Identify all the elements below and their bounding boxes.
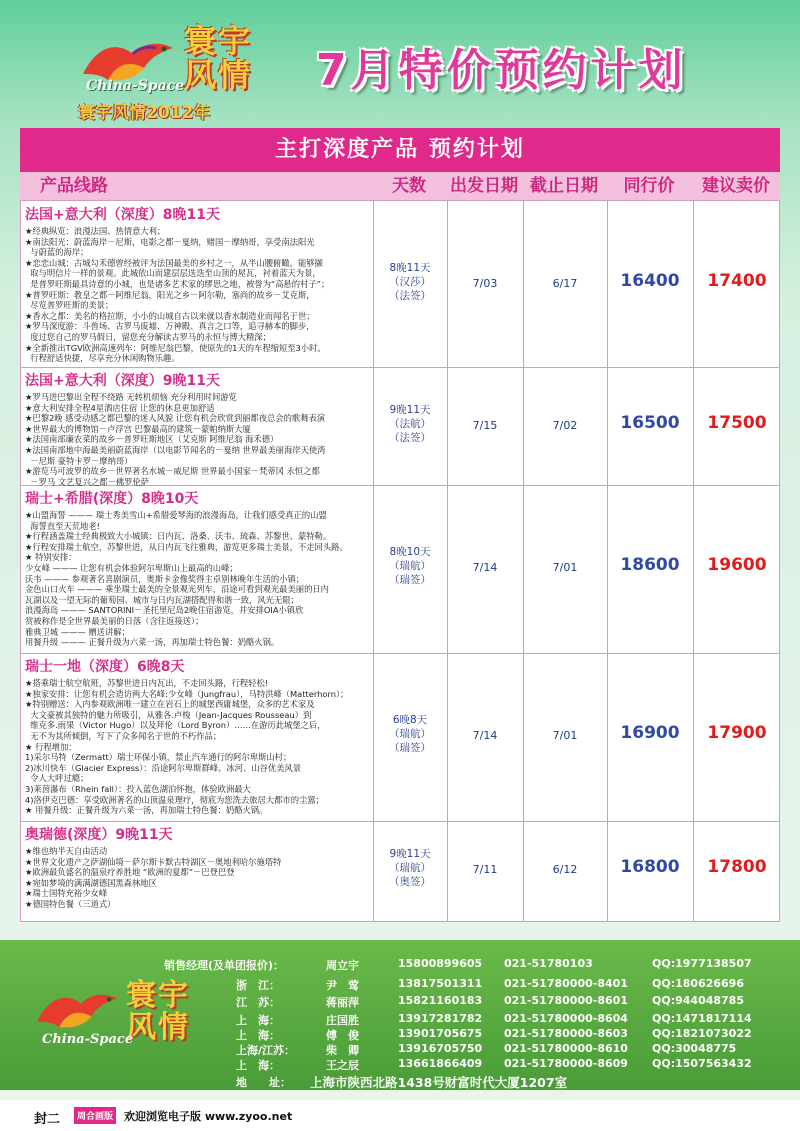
product-details: ★经典纵览：浪漫法国、热情意大利； ★南法阳光：蔚蓝海岸－尼斯，电影之都－戛纳，赌国－摩纳哥，享受南法阳光 与蔚蓝的海岸； ★恋恋山城：古城勾禾德曾经被评为法国最美的乡村之一，从半山腰俯瞰，能够撷 取与明信片一样的景观。此城依山而建层层迭迭至山顶的屋瓦，衬着蓝天为景， 是普罗旺斯最具诗意的小城，也是诸多艺术家的缪思之地，被誉为“高悬的村子”； ★普罗旺斯：教皇之都－阿维尼翁，阳光之乡－阿尔勒，塞尚的故乡－艾克斯， 尽览普罗旺斯的美景； ★香水之都：美名的格拉斯，小小的山城自古以来就以香水制造业而闻名于世； ★罗马深度游：斗兽场、古罗马废墟、万神殿、真言之口等，追寻赫本的脚步， 度过您自己的罗马假日，留您充分解读古罗马的永恒与博大精深； ★全新推出TGV欧洲高速列车：阿维尼翁巴黎，使原先的1天的车程缩短至3小时。 行程舒适快捷，尽享充分休闲购物乐趣。 [25, 226, 330, 364]
contact-name: 傅 俊 [326, 1029, 359, 1042]
header-deadline: 截止日期 [530, 176, 598, 196]
header-days: 天数 [392, 176, 426, 196]
deadline-date: 6/17 [552, 277, 578, 290]
airline-text: （汉莎） [389, 276, 431, 288]
deadline-date: 7/01 [552, 729, 578, 742]
edition-tag: 周合画版 [74, 1107, 116, 1124]
contact-phone: 021-51780000-8401 [504, 977, 628, 990]
suggest-price: 19600 [707, 555, 767, 575]
table-row [21, 821, 779, 921]
contact-region: 浙 江： [236, 979, 280, 992]
suggest-price: 17500 [707, 413, 767, 433]
depart-date: 7/03 [472, 277, 498, 290]
suggest-price: 17900 [707, 723, 767, 743]
depart-date: 7/15 [472, 419, 498, 432]
contact-mobile: 15821160183 [398, 994, 483, 1007]
address-label: 地 址： [236, 1076, 291, 1089]
days-text: 8晚10天 [389, 546, 431, 558]
table-header [20, 172, 780, 200]
product-title: 奥瑞德(深度）9晚11天 [25, 827, 173, 843]
contact-mobile: 13917281782 [398, 1012, 483, 1025]
contact-qq: QQ:1471817114 [652, 1012, 752, 1025]
days-text: 9晚11天 [389, 404, 431, 416]
product-details: ★维也纳半天自由活动 ★世界文化遗产之萨湖仙境－萨尔斯卡默古特湖区－奥地利哈尔施塔特 ★欧洲最负盛名的温泉疗养胜地 “欧洲的夏都”－巴登巴登 ★宛如梦境的满满湖德国黑森林地区 ★瑞士国特充裕少女峰 ★德国特色餐（三道式） [25, 846, 282, 909]
header-product: 产品线路 [40, 176, 108, 196]
product-title: 瑞士一地（深度）6晚8天 [25, 659, 185, 675]
depart-date: 7/11 [472, 863, 498, 876]
contact-region: 江 苏： [236, 996, 280, 1009]
footer-logo [32, 980, 202, 1070]
contact-name: 尹 莺 [326, 979, 359, 992]
contact-mobile: 13817501311 [398, 977, 483, 990]
table-banner: 主打深度产品 预约计划 [20, 128, 780, 172]
product-details: ★山盟海誓 ——— 瑞士秀美雪山+希腊爱琴海的浪漫海岛，让我们感受真正的山盟 海誓直至天荒地老! ★行程涵盖瑞士经典极致大小城镇：日内瓦、洛桑、沃韦、琉森、苏黎世、蒙特勒。 ★行程安排瑞士航空，苏黎世进，从日内瓦飞往雅典，游览更多瑞士美景，不走回头路。 ★ 特别安排： 少女峰 ——— 让您有机会体验阿尔卑斯山上最高的山峰； 沃韦 ——— 参观著名喜剧演员，奥斯卡金像奖得主卓别林晚年生活的小镇； 金色山口火车 ——— 乘坐瑞士最美的全景观光列车，沿途可看到观光最美丽的日内 瓦湖以及一望无际的葡萄园、城市与日内瓦湖搭配得和谐一致，风光无限； 浪漫海岛 ——— SANTORINI－圣托里尼岛2晚住宿游览，并安排OIA小镇欣 赏被称作是全世界最美丽的日落（含往返接送）； 雅典卫城 ——— 赠送讲解； 用餐升级 ——— 正餐升级为六菜一汤，再加瑞士特色餐：奶酪火锅。 [25, 510, 348, 648]
page-number: 封二 [34, 1112, 61, 1127]
contact-region: 上海/江苏： [236, 1044, 296, 1057]
peer-price: 16800 [620, 857, 680, 877]
table-body [20, 200, 780, 922]
year-label: 寰宇风情2012年 [78, 103, 211, 123]
deadline-date: 7/01 [552, 561, 578, 574]
airline-text: （瑞航） [389, 560, 431, 572]
contact-region: 上 海： [236, 1029, 280, 1042]
visa-text: （法签） [389, 432, 431, 444]
table-row [21, 201, 779, 368]
contact-qq: QQ:1821073022 [652, 1027, 752, 1040]
product-title: 瑞士+希腊(深度）8晚10天 [25, 491, 199, 507]
peer-price: 18600 [620, 555, 680, 575]
contact-region: 上 海： [236, 1059, 280, 1072]
contact-phone: 021-51780000-8603 [504, 1027, 628, 1040]
deadline-date: 7/02 [552, 419, 578, 432]
dragon-logo-icon [32, 986, 122, 1036]
contact-phone: 021-51780000-8610 [504, 1042, 628, 1055]
sales-manager-label: 销售经理(及单团报价)： [164, 959, 285, 972]
contact-name: 王之辰 [326, 1059, 359, 1072]
product-details: ★搭乘瑞士航空航班，苏黎世进日内瓦出，不走回头路，行程轻松! ★独家安排：让您有机会造访两大名峰:少女峰（Jungfrau），马特洪峰（Matterhorn）； ★特别赠送：入内参观欧洲唯一建立在岩石上的城堡西庸城堡，众多的艺术家及 大文豪被其独特的魅力所吸引，从雅各.卢梭（Jean-Jacques Rousseau）到 维克多.雨果（Victor Hugo）以及拜伦（Lord Byron）……在游历此城堡之后， 无不为其所倾倒，写下了众多闻名于世的不朽作品； ★ 行程增加： 1)采尔马特（Zermatt）瑞士环保小镇，禁止汽车通行的阿尔卑斯山村； 2)冰川快车（Glacier Express）：沿途阿尔卑斯群峰、冰河、山谷优美风景 令人大呼过瘾； 3)莱茵瀑布（Rhein fall）：投入蓝色湖泊怀抱，体验欧洲最大 4)洛伊克巴德：享受欧洲著名的山顶温泉理疗，彻底为您洗去旅居大都市的尘嚣； ★ 用餐升级：正餐升级为六菜一汤，再加瑞士特色餐：奶酪火锅。 [25, 678, 349, 816]
peer-price: 16500 [620, 413, 680, 433]
logo-english-text: China-Space [42, 1032, 134, 1047]
airline-text: （瑞航） [389, 728, 431, 740]
contact-name: 柴 卿 [326, 1044, 359, 1057]
contact-phone: 021-51780000-8609 [504, 1057, 628, 1070]
table-row [21, 367, 779, 486]
depart-date: 7/14 [472, 561, 498, 574]
product-title: 法国+意大利（深度）8晚11天 [25, 207, 220, 223]
header-suggest-price: 建议卖价 [702, 176, 770, 196]
contact-qq: QQ:944048785 [652, 994, 744, 1007]
suggest-price: 17400 [707, 271, 767, 291]
contact-mobile: 13901705675 [398, 1027, 483, 1040]
website-link[interactable]: 欢迎浏览电子版 www.zyoo.net [124, 1110, 293, 1123]
header-depart: 出发日期 [450, 176, 518, 196]
logo-chinese-text: 寰宇风情 [184, 22, 253, 94]
contact-region: 上 海： [236, 1014, 280, 1027]
contact-name: 周立宇 [326, 959, 359, 972]
contact-qq: QQ:180626696 [652, 977, 744, 990]
contact-phone: 021-51780103 [504, 957, 593, 970]
contact-mobile: 13916705750 [398, 1042, 483, 1055]
contact-qq: QQ:1977138507 [652, 957, 752, 970]
table-row [21, 653, 779, 822]
visa-text: （法签） [389, 290, 431, 302]
days-text: 9晚11天 [389, 848, 431, 860]
suggest-price: 17800 [707, 857, 767, 877]
airline-text: （法航） [389, 418, 431, 430]
contact-mobile: 15800899605 [398, 957, 483, 970]
contact-name: 庄国胜 [326, 1014, 359, 1027]
table-row [21, 485, 779, 654]
contact-qq: QQ:30048775 [652, 1042, 737, 1055]
logo-english-text: China-Space [86, 78, 185, 94]
days-text: 8晚11天 [389, 262, 431, 274]
visa-text: （奥签） [389, 876, 431, 888]
peer-price: 16400 [620, 271, 680, 291]
address-text: 上海市陕西北路1438号财富时代大厦1207室 [310, 1075, 568, 1090]
product-details: ★罗马进巴黎出全程不绕路 无转机烦恼 充分利用时间游览 ★意大利安排全程4星酒店住宿 让您的休息更加舒适 ★巴黎2晚 感受动感之都巴黎的迷人风貌 让您有机会欣赏到丽都夜总会的歌舞表演 ★世界最大的博物馆－卢浮宫 巴黎最高的建筑－蒙帕纳斯大厦 ★法国南部廉农菜的故乡－普罗旺斯地区（艾克斯 阿维尼翁 海禾德） ★法国南部地中海最美丽蔚蓝海岸（以电影节闻名的－戛纳 世界最美丽海岸天使湾 －尼斯 豪特卡罗－摩纳哥） ★游览马可波罗的故乡－世界著名水城－威尼斯 世界最小国家－梵蒂冈 永恒之都 －罗马 文艺复兴之都－佛罗伦萨 [25, 392, 326, 487]
airline-text: （瑞航） [389, 862, 431, 874]
contact-phone: 021-51780000-8604 [504, 1012, 628, 1025]
logo-chinese-text: 寰宇风情 [126, 978, 190, 1045]
page-title: 7月特价预约计划 [316, 45, 687, 96]
deadline-date: 6/12 [552, 863, 578, 876]
contact-mobile: 13661866409 [398, 1057, 483, 1070]
visa-text: （瑞签） [389, 742, 431, 754]
header-peer-price: 同行价 [623, 176, 675, 196]
contact-qq: QQ:1507563432 [652, 1057, 752, 1070]
contact-name: 蒋丽萍 [326, 996, 359, 1009]
visa-text: （瑞签） [389, 574, 431, 586]
peer-price: 16900 [620, 723, 680, 743]
product-title: 法国+意大利（深度）9晚11天 [25, 373, 220, 389]
bottom-bar [0, 1100, 800, 1131]
depart-date: 7/14 [472, 729, 498, 742]
contact-phone: 021-51780000-8601 [504, 994, 628, 1007]
days-text: 6晚8天 [392, 714, 428, 726]
